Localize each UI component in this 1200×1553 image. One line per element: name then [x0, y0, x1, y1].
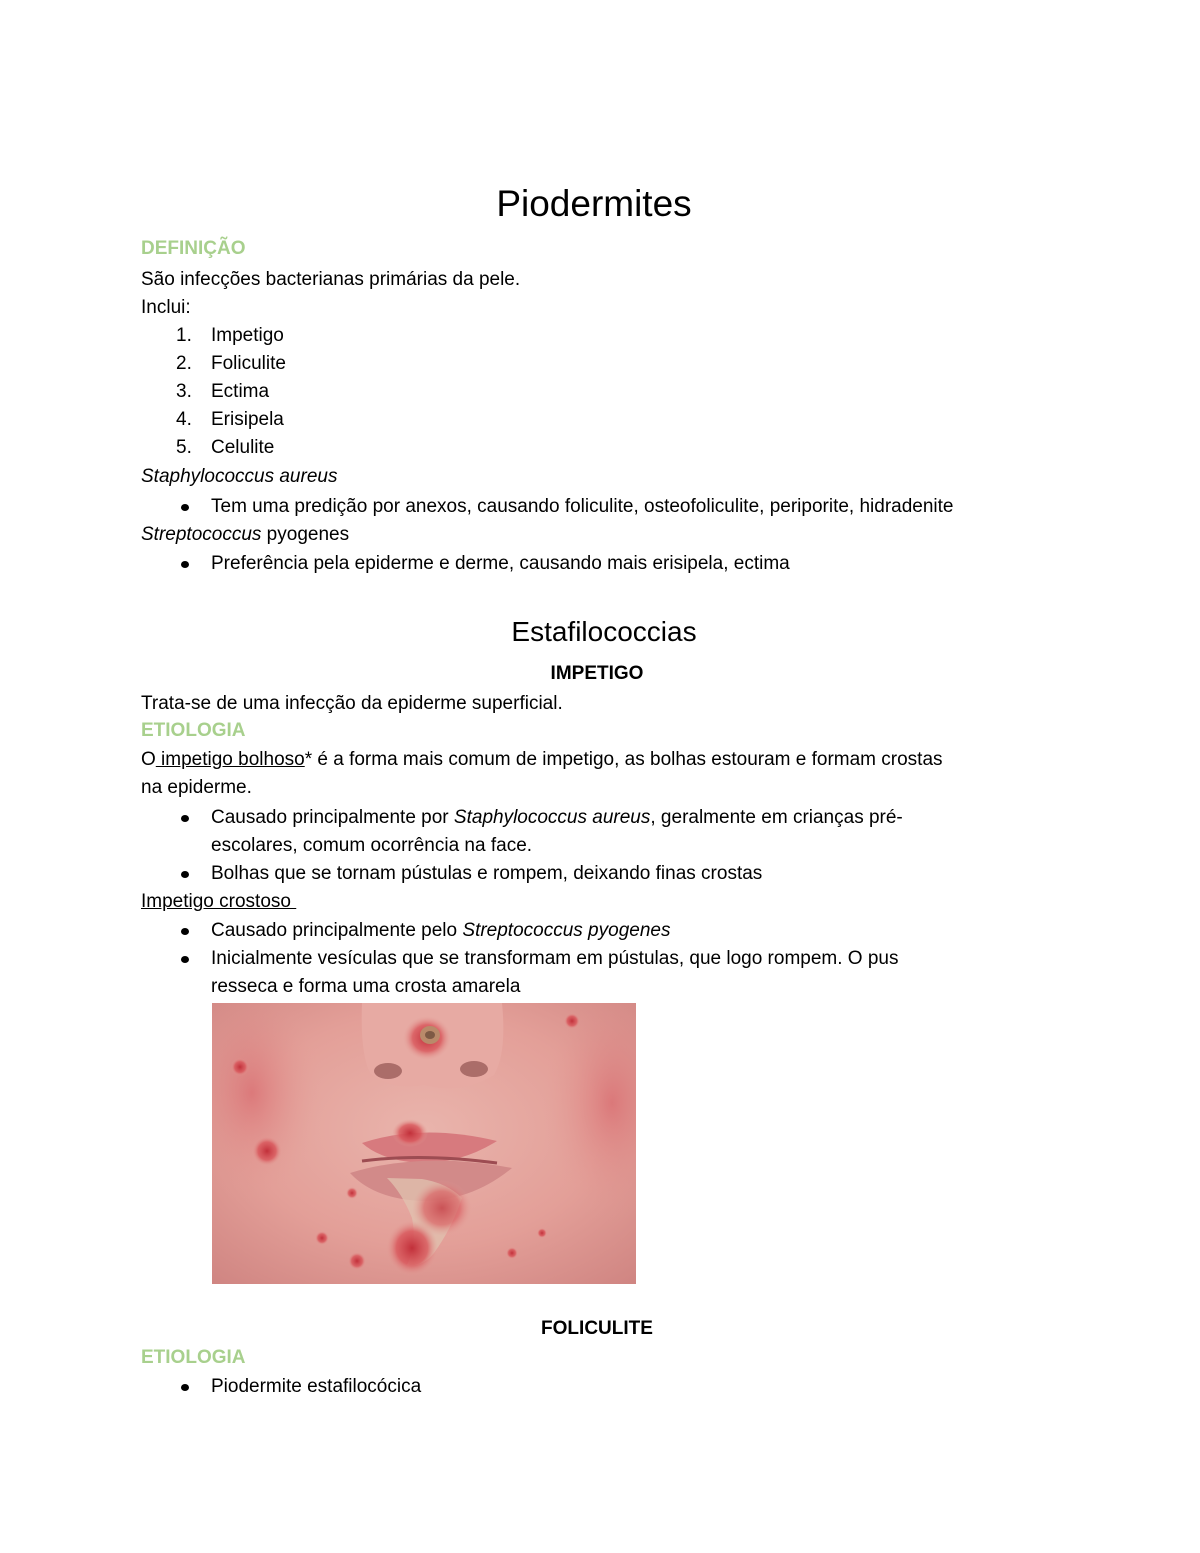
inclui-text: Inclui:	[141, 297, 191, 318]
bolhoso-paragraph	[141, 748, 943, 772]
strep-name-italic: Streptococcus	[141, 524, 262, 545]
definicao-label: DEFINIÇÃO	[141, 238, 246, 259]
bullet-text-a: Causado principalmente pelo	[211, 920, 463, 941]
bullet-dot	[181, 928, 189, 935]
strep-name-rest: pyogenes	[261, 524, 350, 545]
bullet-dot	[181, 956, 189, 963]
strep-name	[141, 523, 349, 547]
bullet-dot	[181, 504, 189, 511]
foliculite-heading: FOLICULITE	[541, 1318, 653, 1339]
list-item	[176, 324, 284, 348]
bolhoso-line2: na epiderme.	[141, 777, 252, 798]
bullet-text-italic: Staphylococcus aureus	[453, 807, 651, 828]
bullet-text-italic: Streptococcus pyogenes	[462, 920, 671, 941]
bullet-text: Inicialmente vesículas que se transformam em pústulas, que logo rompem. O pus	[211, 948, 899, 969]
staph-name	[141, 465, 337, 489]
list-item-text: Erisipela	[211, 409, 284, 430]
impetigo-photo-image	[212, 1003, 636, 1284]
list-item-text: Impetigo	[211, 325, 284, 346]
bullet-text: Piodermite estafilocócica	[211, 1376, 422, 1397]
list-marker: 2.	[176, 353, 192, 374]
list-item-text: Foliculite	[211, 353, 286, 374]
definicao-text: São infecções bacterianas primárias da pele.	[141, 269, 521, 290]
bullet-text	[211, 919, 670, 943]
bolhoso-prefix: O	[141, 749, 156, 770]
list-item	[176, 352, 286, 376]
list-item	[176, 408, 284, 432]
list-item-text: Celulite	[211, 437, 275, 458]
bullet-dot	[181, 871, 189, 878]
bullet-text-a: Causado principalmente por	[211, 807, 454, 828]
list-marker: 5.	[176, 437, 192, 458]
impetigo-heading: IMPETIGO	[550, 663, 644, 684]
list-marker: 4.	[176, 409, 192, 430]
impetigo-intro: Trata-se de uma infecção da epiderme superficial.	[141, 693, 563, 714]
list-item	[176, 436, 274, 460]
crostoso-label	[141, 890, 296, 914]
bullet-text-b: , geralmente em crianças pré-	[650, 807, 903, 828]
list-item-text: Ectima	[211, 381, 270, 402]
bullet-text	[211, 806, 903, 830]
list-marker: 3.	[176, 381, 192, 402]
etiologia-label-foliculite: ETIOLOGIA	[141, 1347, 246, 1368]
bullet-text: Tem uma predição por anexos, causando foliculite, osteofoliculite, periporite, hidradenite	[211, 496, 954, 517]
list-marker: 1.	[176, 325, 192, 346]
page-title: Piodermites	[496, 183, 692, 224]
bullet-text-line2: escolares, comum ocorrência na face.	[211, 835, 533, 856]
staph-name-italic: Staphylococcus aureus	[141, 466, 338, 487]
bullet-dot	[181, 815, 189, 822]
list-item	[176, 380, 269, 404]
etiologia-label: ETIOLOGIA	[141, 720, 246, 741]
bullet-dot	[181, 1384, 189, 1391]
bullet-text-line2: resseca e forma uma crosta amarela	[211, 976, 521, 997]
bolhoso-rest: * é a forma mais comum de impetigo, as bolhas estouram e formam crostas	[304, 749, 943, 770]
section-title: Estafilococcias	[511, 616, 697, 647]
crostoso-term: Impetigo crostoso	[141, 891, 297, 912]
bullet-dot	[181, 561, 189, 568]
bullet-text: Preferência pela epiderme e derme, causando mais erisipela, ectima	[211, 553, 790, 574]
bullet-text: Bolhas que se tornam pústulas e rompem, deixando finas crostas	[211, 863, 763, 884]
bolhoso-term: impetigo bolhoso	[155, 749, 305, 770]
impetigo-photo	[212, 1003, 636, 1284]
